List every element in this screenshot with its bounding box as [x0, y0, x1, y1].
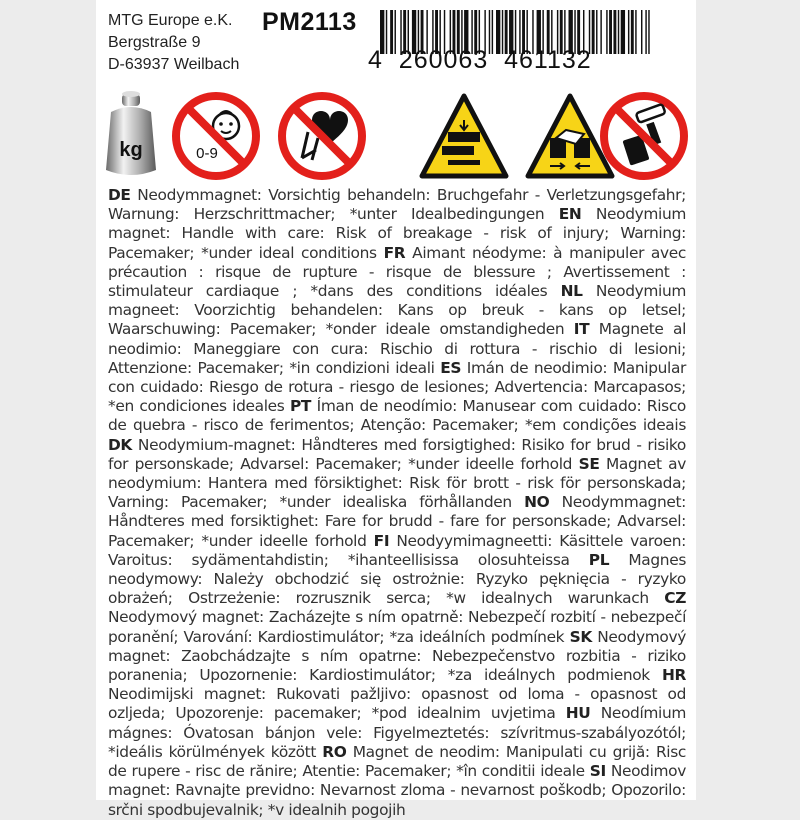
product-label [96, 0, 696, 819]
section-text: Magnet av neodymium: Hantera med försiktighet: Risk för brott - risk för personskada; Varning: Pacemaker; *under idealiska förhållanden [108, 454, 686, 512]
lang-code: ES [440, 358, 462, 377]
lang-code: DE [108, 186, 131, 204]
no-children-icon [176, 96, 256, 176]
manufacturer-address [108, 10, 239, 76]
lang-code: PL [588, 550, 610, 569]
section-text: Magnet de neodim: Manipulati cu grijă: Risc de rupere - risc de rănire; Atentie: Pacemaker; *în conditii ideale [108, 742, 686, 781]
lang-code: FR [383, 243, 406, 262]
lang-code: SE [578, 454, 600, 473]
lang-code: CZ [664, 589, 687, 608]
section-text: Íman de neodímio: Manusear com cuidado: Risco de quebra - risco de ferimentos; Atenção: Pacemaker; *em condições ideais [108, 397, 686, 435]
lang-code: HU [565, 704, 591, 723]
lang-code: FI [373, 531, 390, 550]
section-text: Neodymmagnet: Håndteres med forsiktighet: Fare for brudd - fare for personskade; Advarsel: Pacemaker; *under ideelle forhold [108, 493, 686, 550]
section-text: Neodimov magnet: Ravnajte previdno: Nevarnost zloma - nevarnost poškodb; Opozorilo: srčni spodbujevalnik; *v idealnih pogojih [108, 762, 686, 819]
section-text: Neodymium magneet: Voorzichtig behandelen: Kans op breuk - kans op letsel; Waarschuwing: Pacemaker; *onder ideale omstandigheden [108, 282, 687, 339]
section-text: Magnete al neodimio: Maneggiare con cura: Rischio di rottura - rischio di lesioni; Attenzione: Pacemaker; *in condizioni ideali [108, 320, 687, 377]
address-line-street: Bergstraße 9 [108, 34, 201, 51]
lang-code: NO [524, 493, 550, 512]
section-text: Neodymmagnet: Vorsichtig behandeln: Bruchgefahr - Verletzungsgefahr; Warnung: Herzschrittmacher; *unter Idealbedingungen [108, 186, 686, 224]
lang-code: IT [573, 320, 590, 339]
section-text: Aimant néodyme: à manipuler avec précaution : risque de rupture - risque de blessure ; Avertissement : stimulateur cardiaque ; *dans des conditions idéales [108, 243, 686, 301]
address-line-company: MTG Europe e.K. [108, 12, 233, 29]
pinch-hazard-icon [528, 96, 612, 176]
section-text: Neodímium mágnes: Óvatosan bánjon vele: Figyelmeztetés: szívritmus-szabályozótól; *ideális körülmények között [108, 704, 686, 761]
section-text: Neodymový magnet: Zacházejte s ním opatrně: Nebezpečí rozbití - nebezpečí poranění; Varování: Kardiostimulátor; *za ideálních podmínek [108, 608, 686, 646]
warning-text [108, 186, 686, 820]
age-label: 0-9 [196, 145, 218, 162]
section-text: Imán de neodimio: Manipular con cuidado: Riesgo de rotura - riesgo de lesiones; Advertencia: Marcapasos; *en condiciones ideales [108, 358, 687, 416]
lang-code: PT [289, 397, 312, 416]
section-text: Neodimijski magnet: Rukovati pažljivo: opasnost od loma - opasnost od ozljeda; Upozorenje: pacemaker; *pod idealnim uvjetima [108, 685, 686, 723]
safety-icons [104, 90, 694, 182]
lang-code: DK [108, 435, 133, 454]
no-pacemaker-icon [282, 96, 362, 176]
weight-kg-icon [106, 91, 156, 175]
lang-code: HR [661, 666, 686, 685]
section-text: Neodymový magnet: Zaobchádzajte s ním opatrne: Nebezpečenstvo rozbitia - riziko poranenia; Upozornenie: Kardiostimulátor; *za ideálnych podmienok [108, 627, 686, 685]
weight-label: kg [119, 139, 143, 161]
product-code: PM2113 [262, 8, 357, 36]
lang-code: SI [589, 762, 606, 781]
lang-code: RO [322, 742, 347, 761]
section-text: Magnes neodymowy: Należy obchodzić się ostrożnie: Ryzyko pęknięcia - ryzyko obrażeń; Ostrzeżenie: rozrusznik serca; *w idealnych warunkach [108, 550, 686, 608]
section-text: Neodyymimagneetti: Käsittele varoen: Varoitus: sydämentahdistin; *ihanteellisissa olosuhteissa [108, 531, 686, 569]
crush-hazard-icon [422, 96, 506, 176]
section-text: Neodymium magnet: Handle with care: Risk of breakage - risk of injury; Warning: Pacemaker; *under ideal conditions [108, 205, 686, 262]
no-electronics-icon [604, 96, 684, 176]
lang-code: EN [558, 205, 582, 224]
lang-code: SK [569, 627, 592, 646]
section-text: Neodymium-magnet: Håndteres med forsigtighed: Risiko for brud - risiko for personskade; Advarsel: Pacemaker; *under ideelle forhold [108, 435, 687, 473]
address-line-city: D-63937 Weilbach [108, 56, 240, 73]
barcode-number: 4 260063 461132 [368, 46, 592, 74]
lang-code: NL [560, 282, 583, 301]
